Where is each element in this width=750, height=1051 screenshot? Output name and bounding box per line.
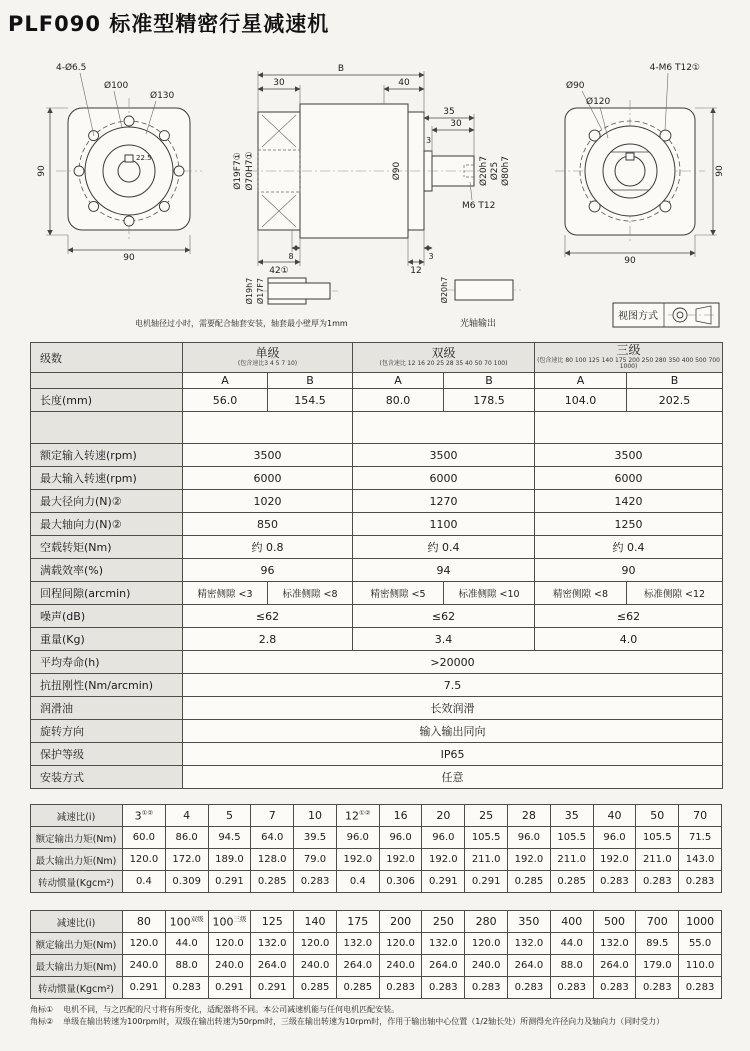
ratio-value-cell: 211.0 bbox=[636, 849, 679, 871]
dim-label: 42① bbox=[269, 266, 289, 276]
dim-label: Ø19h7 bbox=[245, 277, 254, 305]
ratio-column-header: 140 bbox=[294, 911, 337, 933]
ratio-value-cell: 264.0 bbox=[422, 955, 465, 977]
spec-row-mounting bbox=[31, 766, 723, 789]
spec-value-cell: 约 0.4 bbox=[535, 536, 723, 559]
footnotes bbox=[30, 1004, 722, 1029]
ratio-value-cell: 211.0 bbox=[465, 849, 508, 871]
spec-value-cell: 3500 bbox=[353, 444, 535, 467]
spec-row-label: 级数 bbox=[31, 343, 183, 373]
plain-shaft-detail bbox=[439, 277, 521, 329]
ratio-header-row bbox=[31, 805, 722, 827]
ratio-data-row bbox=[31, 933, 722, 955]
spec-value-cell: 4.0 bbox=[535, 628, 723, 651]
spec-value-cell: 94 bbox=[353, 559, 535, 582]
spec-value-cell: 6000 bbox=[535, 467, 723, 490]
ratio-table-1 bbox=[30, 804, 722, 893]
col-a-header: A bbox=[353, 373, 444, 389]
ratio-value-cell: 0.291 bbox=[422, 871, 465, 893]
dim-label: Ø25 bbox=[490, 161, 500, 181]
spec-row-protection-class bbox=[31, 743, 723, 766]
ratio-value-cell: 240.0 bbox=[465, 955, 508, 977]
ratio-value-cell: 192.0 bbox=[593, 849, 636, 871]
ratio-value-cell: 120.0 bbox=[465, 933, 508, 955]
ratio-table-2-host bbox=[30, 910, 722, 999]
ratio-value-cell: 192.0 bbox=[336, 849, 379, 871]
dim-label: 4-Ø6.5 bbox=[56, 63, 87, 73]
ratio-value-cell: 240.0 bbox=[123, 955, 166, 977]
spec-row-length bbox=[31, 389, 723, 412]
ratio-value-cell: 110.0 bbox=[679, 955, 722, 977]
ratio-data-row bbox=[31, 871, 722, 893]
spec-value-cell: 1250 bbox=[535, 513, 723, 536]
stage-name: 三级 bbox=[616, 343, 641, 357]
ratio-table-2 bbox=[30, 910, 722, 999]
spec-ab-row bbox=[31, 373, 723, 389]
spec-row-rated-input-speed bbox=[31, 444, 723, 467]
col-b-header: B bbox=[268, 373, 353, 389]
ratio-column-header: 700 bbox=[636, 911, 679, 933]
ratio-column-header: 80 bbox=[123, 911, 166, 933]
dim-label: Ø120 bbox=[586, 97, 611, 107]
ratio-value-cell: 96.0 bbox=[379, 827, 422, 849]
ratio-value-cell: 0.283 bbox=[508, 977, 551, 999]
ratio-value-cell: 39.5 bbox=[294, 827, 337, 849]
ratio-header-row bbox=[31, 911, 722, 933]
ratio-value-cell: 192.0 bbox=[508, 849, 551, 871]
ratio-column-header: 400 bbox=[550, 911, 593, 933]
ratio-column-header: 250 bbox=[422, 911, 465, 933]
dim-label: Ø70H7① bbox=[245, 151, 255, 191]
spec-value-cell: 输入输出同向 bbox=[183, 720, 723, 743]
ratio-column-header: 40 bbox=[593, 805, 636, 827]
view-method-box bbox=[613, 303, 719, 327]
stage-header-single bbox=[183, 343, 353, 373]
ratio-value-cell: 240.0 bbox=[208, 955, 251, 977]
plain-shaft-caption: 光轴输出 bbox=[460, 319, 497, 329]
dim-label: Ø100 bbox=[104, 81, 129, 91]
spec-row-label: 重量(Kg) bbox=[31, 628, 183, 651]
ratio-value-cell: 96.0 bbox=[508, 827, 551, 849]
shaft-sleeve-detail bbox=[135, 278, 348, 329]
dim-label: M6 T12 bbox=[462, 201, 496, 211]
ratio-value-cell: 64.0 bbox=[251, 827, 294, 849]
spec-value-cell: 202.5 bbox=[627, 389, 723, 412]
ratio-column-header: 35 bbox=[550, 805, 593, 827]
ratio-column-header: $100^{双级}$ bbox=[165, 911, 208, 933]
ratio-value-cell: 132.0 bbox=[593, 933, 636, 955]
spec-value-cell: 80.0 bbox=[353, 389, 444, 412]
ratio-value-cell: 0.283 bbox=[465, 977, 508, 999]
dim-label: 90 bbox=[123, 253, 135, 263]
col-b-header: B bbox=[627, 373, 723, 389]
ratio-header-label: 减速比(i) bbox=[31, 805, 123, 827]
ratio-row-label: 额定输出力矩(Nm) bbox=[31, 933, 123, 955]
dim-label: Ø80h7 bbox=[501, 156, 511, 186]
ratio-value-cell: 60.0 bbox=[123, 827, 166, 849]
side-view bbox=[232, 64, 511, 276]
spec-row-max-axial-force bbox=[31, 513, 723, 536]
front-view bbox=[37, 62, 202, 263]
spec-row-label: 安装方式 bbox=[31, 766, 183, 789]
spec-row-label: 噪声(dB) bbox=[31, 605, 183, 628]
spec-value-cell: 96 bbox=[183, 559, 353, 582]
ratio-value-cell: 132.0 bbox=[251, 933, 294, 955]
spec-row-label: 最大轴向力(N)② bbox=[31, 513, 183, 536]
ratio-value-cell: 264.0 bbox=[593, 955, 636, 977]
ratio-value-cell: 0.283 bbox=[165, 977, 208, 999]
ratio-column-header: 4 bbox=[165, 805, 208, 827]
ratio-value-cell: 55.0 bbox=[679, 933, 722, 955]
ratio-value-cell: 0.4 bbox=[336, 871, 379, 893]
ratio-value-cell: 0.283 bbox=[593, 871, 636, 893]
content-tables bbox=[30, 342, 722, 1029]
ratio-value-cell: 211.0 bbox=[550, 849, 593, 871]
footnote-tag: 角标② bbox=[30, 1017, 54, 1027]
spec-value-cell: 3.4 bbox=[353, 628, 535, 651]
spec-value-cell: 任意 bbox=[183, 766, 723, 789]
dim-label: 35 bbox=[443, 107, 455, 117]
spec-row-label: 空载转矩(Nm) bbox=[31, 536, 183, 559]
ratio-value-cell: 0.283 bbox=[679, 871, 722, 893]
ratio-value-cell: 0.283 bbox=[550, 977, 593, 999]
dim-label: B bbox=[337, 64, 345, 74]
ratio-column-header: 16 bbox=[379, 805, 422, 827]
ratio-value-cell: 96.0 bbox=[336, 827, 379, 849]
ratio-column-header: 7 bbox=[251, 805, 294, 827]
spec-row-label: 平均寿命(h) bbox=[31, 651, 183, 674]
ratio-value-cell: 0.285 bbox=[508, 871, 551, 893]
ratio-value-cell: 240.0 bbox=[379, 955, 422, 977]
spec-value-cell: 7.5 bbox=[183, 674, 723, 697]
spec-table bbox=[30, 342, 723, 789]
ratio-data-row bbox=[31, 827, 722, 849]
footnote-text: 电机不同，与之匹配的尺寸将有所变化，适配器将不同。本公司减速机能与任何电机匹配安装。 bbox=[63, 1005, 400, 1014]
ratio-row-label: 转动惯量(Kgcm²) bbox=[31, 977, 123, 999]
dim-label: 12 bbox=[410, 266, 422, 276]
spec-value-cell: 精密侧隙 <5 bbox=[353, 582, 444, 605]
spec-value-cell: 104.0 bbox=[535, 389, 627, 412]
spec-row-efficiency bbox=[31, 559, 723, 582]
spec-row-label: 抗扭刚性(Nm/arcmin) bbox=[31, 674, 183, 697]
dim-label: 3 bbox=[426, 136, 432, 145]
stage-header-triple bbox=[535, 343, 723, 373]
spec-row-label bbox=[31, 412, 183, 444]
ratio-value-cell: 132.0 bbox=[336, 933, 379, 955]
ratio-value-cell: 79.0 bbox=[294, 849, 337, 871]
dim-label: 90 bbox=[624, 256, 636, 266]
dimension-drawings bbox=[0, 50, 750, 345]
ratio-column-header: 25 bbox=[465, 805, 508, 827]
ratio-value-cell: 264.0 bbox=[508, 955, 551, 977]
spec-row-backlash bbox=[31, 582, 723, 605]
spec-row-noise bbox=[31, 605, 723, 628]
spec-row-torsional-rigidity bbox=[31, 674, 723, 697]
ratio-value-cell: 0.291 bbox=[251, 977, 294, 999]
ratio-column-header: 28 bbox=[508, 805, 551, 827]
spec-row-label: 回程间隙(arcmin) bbox=[31, 582, 183, 605]
ratio-value-cell: 44.0 bbox=[550, 933, 593, 955]
spec-value-cell: 3500 bbox=[535, 444, 723, 467]
spec-value-cell: ≤62 bbox=[183, 605, 353, 628]
dim-label: 22.5 bbox=[136, 154, 152, 162]
spec-value-cell: 6000 bbox=[353, 467, 535, 490]
ratio-row-label: 额定输出力矩(Nm) bbox=[31, 827, 123, 849]
ratio-value-cell: 192.0 bbox=[422, 849, 465, 871]
spec-value-cell: 精密侧隙 <8 bbox=[535, 582, 627, 605]
ratio-value-cell: 0.291 bbox=[208, 871, 251, 893]
dim-label: 90 bbox=[37, 165, 47, 177]
col-a-header: A bbox=[535, 373, 627, 389]
ratio-value-cell: 0.283 bbox=[636, 871, 679, 893]
ratio-value-cell: 71.5 bbox=[679, 827, 722, 849]
ratio-column-header: 1000 bbox=[679, 911, 722, 933]
ratio-header-label: 减速比(i) bbox=[31, 911, 123, 933]
spec-value-cell: 1420 bbox=[535, 490, 723, 513]
spec-header-row bbox=[31, 343, 723, 373]
ratio-column-header: 50 bbox=[636, 805, 679, 827]
spec-value-cell: 标准侧隙 <12 bbox=[627, 582, 723, 605]
ratio-data-row bbox=[31, 849, 722, 871]
ratio-value-cell: 0.285 bbox=[251, 871, 294, 893]
ratio-column-header: 175 bbox=[336, 911, 379, 933]
ratio-value-cell: 96.0 bbox=[422, 827, 465, 849]
spec-value-cell: 6000 bbox=[183, 467, 353, 490]
dim-label: Ø90 bbox=[392, 161, 402, 181]
ratio-column-header: 5 bbox=[208, 805, 251, 827]
ratio-value-cell: 105.5 bbox=[465, 827, 508, 849]
sleeve-note: 电机轴径过小时，需要配合轴套安装，轴套最小壁厚为1mm bbox=[135, 319, 348, 328]
rear-view bbox=[555, 63, 725, 266]
spec-row-label: 润滑油 bbox=[31, 697, 183, 720]
spec-value-cell: ≤62 bbox=[535, 605, 723, 628]
footnote-tag: 角标① bbox=[30, 1005, 54, 1014]
ratio-value-cell: 240.0 bbox=[294, 955, 337, 977]
spec-row-label: 最大输入转速(rpm) bbox=[31, 467, 183, 490]
spec-value-cell: 154.5 bbox=[268, 389, 353, 412]
dim-label: 30 bbox=[450, 119, 462, 129]
ratio-column-header: 500 bbox=[593, 911, 636, 933]
spec-row-noload-torque bbox=[31, 536, 723, 559]
spec-row-label: 旋转方向 bbox=[31, 720, 183, 743]
footnote-2 bbox=[30, 1016, 722, 1028]
ratio-data-row bbox=[31, 977, 722, 999]
ratio-value-cell: 0.291 bbox=[465, 871, 508, 893]
ratio-column-header: 20 bbox=[422, 805, 465, 827]
col-a-header: A bbox=[183, 373, 268, 389]
ratio-value-cell: 120.0 bbox=[294, 933, 337, 955]
dim-label: 3 bbox=[428, 252, 434, 261]
ratio-value-cell: 0.285 bbox=[336, 977, 379, 999]
ratio-value-cell: 89.5 bbox=[636, 933, 679, 955]
ratio-column-header: 12①② bbox=[336, 805, 379, 827]
ratio-value-cell: 128.0 bbox=[251, 849, 294, 871]
spec-row-label: 长度(mm) bbox=[31, 389, 183, 412]
spec-value-cell: 178.5 bbox=[444, 389, 535, 412]
ratio-column-header: 280 bbox=[465, 911, 508, 933]
spec-value-cell: 精密侧隙 <3 bbox=[183, 582, 268, 605]
ratio-value-cell: 132.0 bbox=[422, 933, 465, 955]
spec-value-cell: 850 bbox=[183, 513, 353, 536]
ratio-data-row bbox=[31, 955, 722, 977]
spec-row-label bbox=[31, 373, 183, 389]
ratio-column-header: 200 bbox=[379, 911, 422, 933]
ratio-value-cell: 192.0 bbox=[379, 849, 422, 871]
spec-value-cell: 3500 bbox=[183, 444, 353, 467]
stage-ratios: (包含速比 80 100 125 140 175 200 250 280 350 400 500 700 1000) bbox=[537, 356, 720, 371]
ratio-column-header: 3①② bbox=[123, 805, 166, 827]
dim-label: Ø19F7① bbox=[233, 152, 243, 190]
ratio-column-header: 10 bbox=[294, 805, 337, 827]
spec-row-label: 满载效率(%) bbox=[31, 559, 183, 582]
ratio-value-cell: 132.0 bbox=[508, 933, 551, 955]
ratio-value-cell: 0.283 bbox=[294, 871, 337, 893]
dim-label: Ø20h7 bbox=[440, 276, 449, 304]
ratio-row-label: 最大输出力矩(Nm) bbox=[31, 955, 123, 977]
ratio-value-cell: 264.0 bbox=[336, 955, 379, 977]
stage-ratios: (包含速比3 4 5 7 10) bbox=[237, 360, 298, 368]
ratio-value-cell: 105.5 bbox=[550, 827, 593, 849]
footnote-text: 单级在输出转速为100rpm时，双级在输出转速为50rpm时，三级在输出转速为10rpm时，作用于输出轴中心位置（1/2轴长处）所测得允许径向力及轴向力（同时受力） bbox=[63, 1017, 665, 1027]
ratio-value-cell: 0.309 bbox=[165, 871, 208, 893]
spec-value-cell: 1020 bbox=[183, 490, 353, 513]
spec-value-cell bbox=[353, 412, 535, 444]
spec-row-label: 最大径向力(N)② bbox=[31, 490, 183, 513]
dim-label: Ø90 bbox=[566, 81, 585, 91]
ratio-value-cell: 179.0 bbox=[636, 955, 679, 977]
ratio-value-cell: 0.291 bbox=[123, 977, 166, 999]
spec-value-cell bbox=[183, 412, 353, 444]
spec-row-life bbox=[31, 651, 723, 674]
ratio-value-cell: 0.283 bbox=[422, 977, 465, 999]
ratio-value-cell: 88.0 bbox=[165, 955, 208, 977]
spec-value-cell bbox=[535, 412, 723, 444]
page-title: PLF090 标准型精密行星减速机 bbox=[8, 12, 330, 36]
ratio-value-cell: 120.0 bbox=[123, 849, 166, 871]
spec-value-cell: >20000 bbox=[183, 651, 723, 674]
ratio-value-cell: 0.285 bbox=[550, 871, 593, 893]
dim-label: 90 bbox=[715, 165, 725, 177]
dim-label: 4-M6 T12① bbox=[649, 63, 700, 73]
spec-value-cell: ≤62 bbox=[353, 605, 535, 628]
stage-header-double bbox=[353, 343, 535, 373]
spec-value-cell: 约 0.4 bbox=[353, 536, 535, 559]
spec-value-cell: 长效润滑 bbox=[183, 697, 723, 720]
ratio-value-cell: 94.5 bbox=[208, 827, 251, 849]
spec-value-cell: 1270 bbox=[353, 490, 535, 513]
ratio-value-cell: 96.0 bbox=[593, 827, 636, 849]
ratio-value-cell: 88.0 bbox=[550, 955, 593, 977]
spec-value-cell: 90 bbox=[535, 559, 723, 582]
spec-value-cell: 56.0 bbox=[183, 389, 268, 412]
footnote-1 bbox=[30, 1004, 722, 1016]
ratio-value-cell: 189.0 bbox=[208, 849, 251, 871]
ratio-value-cell: 264.0 bbox=[251, 955, 294, 977]
dim-label: Ø20h7 bbox=[479, 156, 489, 186]
ratio-value-cell: 0.285 bbox=[294, 977, 337, 999]
spec-row-max-input-speed bbox=[31, 467, 723, 490]
col-b-header: B bbox=[444, 373, 535, 389]
ratio-column-header: $100^{三级}$ bbox=[208, 911, 251, 933]
spec-row-label: 额定输入转速(rpm) bbox=[31, 444, 183, 467]
ratio-column-header: 70 bbox=[679, 805, 722, 827]
spec-row-weight bbox=[31, 628, 723, 651]
stage-ratios: (包含速比 12 16 20 25 28 35 40 50 70 100) bbox=[379, 360, 508, 368]
spec-value-cell: 2.8 bbox=[183, 628, 353, 651]
ratio-value-cell: 44.0 bbox=[165, 933, 208, 955]
spec-value-cell: 标准侧隙 <8 bbox=[268, 582, 353, 605]
stage-name: 单级 bbox=[255, 346, 280, 361]
ratio-value-cell: 105.5 bbox=[636, 827, 679, 849]
spec-value-cell: 标准侧隙 <10 bbox=[444, 582, 535, 605]
ratio-value-cell: 0.283 bbox=[636, 977, 679, 999]
stage-name: 双级 bbox=[431, 346, 456, 361]
dim-label: Ø130 bbox=[150, 91, 175, 101]
view-method-label: 视图方式 bbox=[618, 311, 658, 322]
dim-label: 8 bbox=[288, 252, 294, 261]
ratio-column-header: 125 bbox=[251, 911, 294, 933]
ratio-value-cell: 143.0 bbox=[679, 849, 722, 871]
ratio-value-cell: 120.0 bbox=[208, 933, 251, 955]
ratio-value-cell: 0.283 bbox=[379, 977, 422, 999]
dim-label: 40 bbox=[398, 78, 410, 88]
spec-value-cell: IP65 bbox=[183, 743, 723, 766]
ratio-value-cell: 120.0 bbox=[123, 933, 166, 955]
ratio-value-cell: 86.0 bbox=[165, 827, 208, 849]
ratio-value-cell: 0.306 bbox=[379, 871, 422, 893]
spec-row-max-radial-force bbox=[31, 490, 723, 513]
spec-row-lubricant bbox=[31, 697, 723, 720]
ratio-value-cell: 172.0 bbox=[165, 849, 208, 871]
spec-value-cell: 约 0.8 bbox=[183, 536, 353, 559]
spec-value-cell: 1100 bbox=[353, 513, 535, 536]
ratio-row-label: 最大输出力矩(Nm) bbox=[31, 849, 123, 871]
ratio-value-cell: 0.283 bbox=[679, 977, 722, 999]
ratio-value-cell: 0.4 bbox=[123, 871, 166, 893]
spec-spacer-row bbox=[31, 412, 723, 444]
ratio-value-cell: 0.283 bbox=[593, 977, 636, 999]
ratio-value-cell: 0.291 bbox=[208, 977, 251, 999]
dim-label: Ø17F7 bbox=[256, 277, 265, 305]
spec-row-rotation-direction bbox=[31, 720, 723, 743]
dim-label: 30 bbox=[273, 78, 285, 88]
ratio-table-1-host bbox=[30, 804, 722, 893]
ratio-row-label: 转动惯量(Kgcm²) bbox=[31, 871, 123, 893]
ratio-column-header: 350 bbox=[508, 911, 551, 933]
spec-row-label: 保护等级 bbox=[31, 743, 183, 766]
ratio-value-cell: 120.0 bbox=[379, 933, 422, 955]
